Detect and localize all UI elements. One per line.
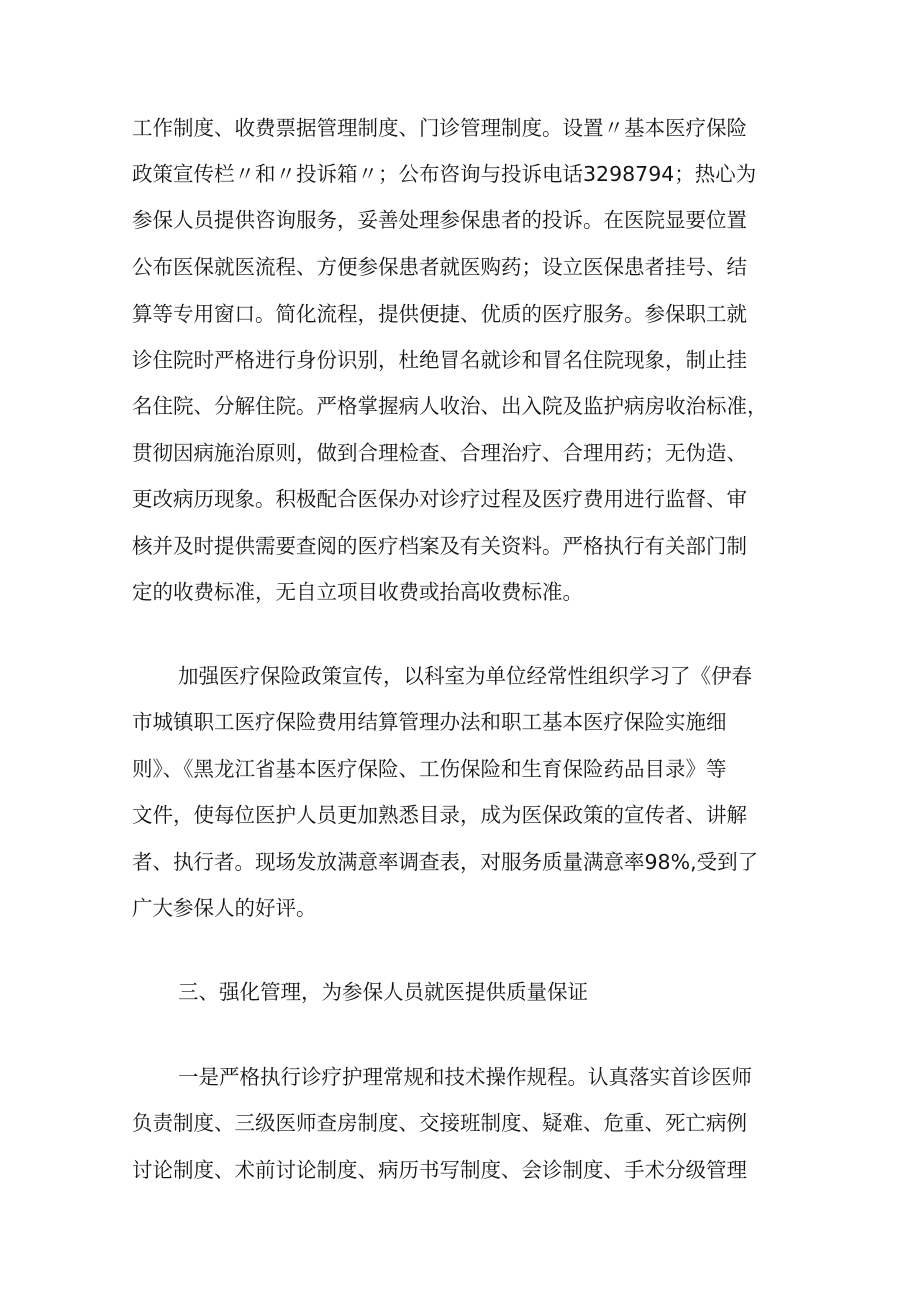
section-heading-3: 三、强化管理，为参保人员就医提供质量保证 xyxy=(178,980,588,1004)
p1-line-7: 名住院、分解住院。严格掌握病人收治、出入院及监护病房收治标准， xyxy=(132,394,768,418)
p1-line-11: 定的收费标准，无自立项目收费或抬高收费标准。 xyxy=(132,580,583,604)
p1-line-1: 工作制度、收费票据管理制度、门诊管理制度。设置〃基本医疗保险 xyxy=(132,116,747,140)
p2-line-1: 加强医疗保险政策宣传，以科室为单位经常性组织学习了《伊春 xyxy=(178,664,752,688)
p1-line-9: 更改病历现象。积极配合医保办对诊疗过程及医疗费用进行监督、审 xyxy=(132,487,747,511)
p2-line-4: 文件，使每位医护人员更加熟悉目录，成为医保政策的宣传者、讲解 xyxy=(132,803,747,827)
p2-line-5: 者、执行者。现场发放满意率调查表，对服务质量满意率98%,受到了 xyxy=(132,850,759,874)
p1-line-8: 贯彻因病施治原则，做到合理检查、合理治疗、合理用药；无伪造、 xyxy=(132,441,747,465)
p1-line-6: 诊住院时严格进行身份识别，杜绝冒名就诊和冒名住院现象，制止挂 xyxy=(132,348,747,372)
p1-line-10: 核并及时提供需要查阅的医疗档案及有关资料。严格执行有关部门制 xyxy=(132,534,747,558)
p2-line-6: 广大参保人的好评。 xyxy=(132,896,317,920)
p2-line-2: 市城镇职工医疗保险费用结算管理办法和职工基本医疗保险实施细 xyxy=(132,710,727,734)
p4-line-3: 讨论制度、术前讨论制度、病历书写制度、会诊制度、手术分级管理 xyxy=(132,1158,747,1182)
p1-line-4: 公布医保就医流程、方便参保患者就医购药；设立医保患者挂号、结 xyxy=(132,255,747,279)
p2-line-3: 则》、《黑龙江省基本医疗保险、工伤保险和生育保险药品目录》等 xyxy=(132,757,727,781)
p4-line-1: 一是严格执行诊疗护理常规和技术操作规程。认真落实首诊医师 xyxy=(178,1065,752,1089)
p4-line-2: 负责制度、三级医师查房制度、交接班制度、疑难、危重、死亡病例 xyxy=(132,1111,747,1135)
p1-line-5: 算等专用窗口。简化流程，提供便捷、优质的医疗服务。参保职工就 xyxy=(132,302,747,326)
p1-line-2: 政策宣传栏〃和〃投诉箱〃；公布咨询与投诉电话3298794；热心为 xyxy=(132,162,757,186)
p1-line-3: 参保人员提供咨询服务，妥善处理参保患者的投诉。在医院显要位置 xyxy=(132,208,747,232)
